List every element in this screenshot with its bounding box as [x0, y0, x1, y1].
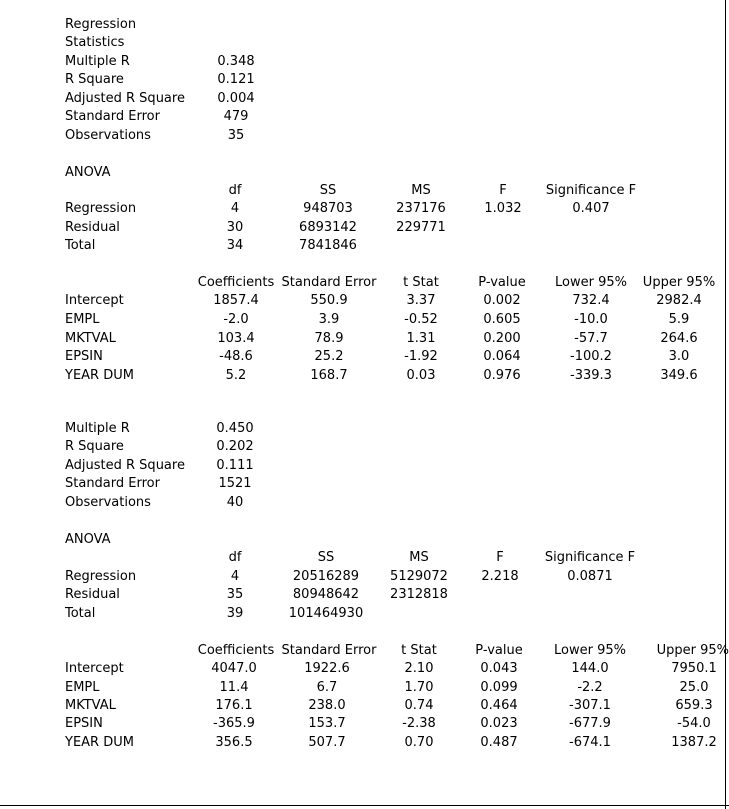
anova-cell: 229771	[396, 220, 446, 235]
coef-cell: 0.487	[480, 735, 518, 750]
coef-cell: 238.0	[308, 698, 346, 713]
coef-cell: 0.976	[483, 368, 521, 383]
coef-cell: 0.099	[480, 680, 518, 695]
coef-cell: 1.70	[404, 680, 434, 695]
coef-cell: 103.4	[217, 331, 255, 346]
coef-header: P-value	[478, 275, 526, 290]
coef-cell: 3.9	[318, 312, 340, 327]
coef-cell: 0.023	[480, 716, 518, 731]
coef-cell: 78.9	[314, 331, 344, 346]
stat-value: 1521	[218, 476, 252, 491]
coef-cell: 1857.4	[213, 293, 259, 308]
coef-cell: 356.5	[215, 735, 253, 750]
anova-cell: 30	[226, 220, 244, 235]
anova-cell: 39	[226, 606, 244, 621]
coef-cell: 11.4	[219, 680, 249, 695]
anova-cell: 0.0871	[567, 569, 613, 584]
anova-row-label: Total	[65, 606, 96, 621]
coef-row-label: Intercept	[65, 661, 124, 676]
coef-cell: 2.10	[404, 661, 434, 676]
anova-cell: 1.032	[484, 201, 522, 216]
anova-header: SS	[317, 550, 335, 565]
stat-value: 479	[223, 109, 249, 124]
anova-row-label: Residual	[65, 587, 120, 602]
anova-header: df	[228, 550, 242, 565]
stat-value: 0.348	[217, 54, 255, 69]
coef-cell: 0.043	[480, 661, 518, 676]
anova-header: SS	[319, 183, 337, 198]
anova-header: F	[496, 550, 504, 565]
stat-value: 0.202	[216, 439, 254, 454]
coef-cell: 168.7	[310, 368, 348, 383]
anova-cell: 80948642	[292, 587, 360, 602]
coef-cell: 264.6	[660, 331, 698, 346]
coef-cell: 5.2	[225, 368, 247, 383]
anova-title: ANOVA	[65, 165, 111, 180]
coef-cell: -10.0	[574, 312, 608, 327]
bottom-edge-line	[0, 805, 729, 806]
coef-row-label: EPSIN	[65, 349, 103, 364]
coef-header: P-value	[475, 643, 523, 658]
coef-cell: -2.0	[223, 312, 249, 327]
anova-cell: 948703	[303, 201, 353, 216]
stat-label: Multiple R	[65, 54, 130, 69]
anova-header: Significance F	[545, 183, 637, 198]
coef-header: Standard Error	[281, 275, 377, 290]
coef-cell: 4047.0	[211, 661, 257, 676]
coef-header: t Stat	[403, 275, 439, 290]
coef-cell: 5.9	[668, 312, 690, 327]
anova-row-label: Regression	[65, 569, 137, 584]
anova-cell: 35	[226, 587, 244, 602]
coef-row-label: EMPL	[65, 312, 100, 327]
anova-header: df	[228, 183, 242, 198]
anova-cell: 101464930	[288, 606, 364, 621]
stat-value: 0.004	[217, 91, 255, 106]
anova-title: ANOVA	[65, 532, 111, 547]
anova-header: F	[499, 183, 507, 198]
anova-row-label: Residual	[65, 220, 120, 235]
stat-value: 0.121	[217, 72, 255, 87]
coef-cell: 732.4	[572, 293, 610, 308]
anova-cell: 4	[230, 569, 240, 584]
stat-label: Standard Error	[65, 476, 160, 491]
coef-cell: -57.7	[574, 331, 608, 346]
stat-value: 0.111	[216, 458, 254, 473]
coef-header: Lower 95%	[555, 275, 627, 290]
coef-cell: 0.605	[483, 312, 521, 327]
coef-cell: 0.70	[404, 735, 434, 750]
coef-cell: 25.2	[314, 349, 344, 364]
coef-row-label: Intercept	[65, 293, 124, 308]
coef-cell: -2.38	[402, 716, 436, 731]
coef-header: Upper 95%	[656, 643, 729, 658]
coef-cell: -1.92	[404, 349, 438, 364]
stat-label: Multiple R	[65, 421, 130, 436]
anova-cell: 0.407	[572, 201, 610, 216]
stat-label: R Square	[65, 72, 124, 87]
stats-heading-line-2: Statistics	[65, 35, 125, 50]
coef-cell: 176.1	[215, 698, 253, 713]
coef-cell: 507.7	[308, 735, 346, 750]
coef-cell: -100.2	[570, 349, 612, 364]
coef-cell: 0.200	[483, 331, 521, 346]
anova-cell: 34	[226, 238, 244, 253]
coef-cell: 349.6	[660, 368, 698, 383]
stat-value: 35	[227, 128, 245, 143]
coef-cell: 0.002	[483, 293, 521, 308]
stat-label: R Square	[65, 439, 124, 454]
stat-label: Adjusted R Square	[65, 91, 185, 106]
coef-cell: 659.3	[675, 698, 713, 713]
coef-row-label: EPSIN	[65, 716, 103, 731]
coef-header: Upper 95%	[642, 275, 716, 290]
coef-cell: 7950.1	[671, 661, 717, 676]
anova-header: MS	[409, 550, 429, 565]
coef-row-label: EMPL	[65, 680, 100, 695]
anova-header: Significance F	[544, 550, 636, 565]
coef-cell: 0.03	[406, 368, 436, 383]
coef-row-label: YEAR DUM	[65, 368, 134, 383]
anova-cell: 5129072	[390, 569, 448, 584]
coef-cell: 3.0	[668, 349, 690, 364]
stat-label: Standard Error	[65, 109, 160, 124]
stat-value: 0.450	[216, 421, 254, 436]
coef-row-label: MKTVAL	[65, 698, 116, 713]
coef-cell: -307.1	[569, 698, 611, 713]
coef-cell: 6.7	[316, 680, 338, 695]
coef-cell: -677.9	[569, 716, 611, 731]
coef-cell: -2.2	[577, 680, 603, 695]
stat-label: Observations	[65, 128, 151, 143]
anova-cell: 4	[230, 201, 240, 216]
stat-label: Adjusted R Square	[65, 458, 185, 473]
coef-header: Coefficients	[197, 643, 275, 658]
coef-header: Lower 95%	[554, 643, 626, 658]
coef-row-label: YEAR DUM	[65, 735, 134, 750]
anova-cell: 7841846	[299, 238, 357, 253]
coef-cell: 550.9	[310, 293, 348, 308]
coef-cell: 1387.2	[671, 735, 717, 750]
coef-row-label: MKTVAL	[65, 331, 116, 346]
coef-cell: 0.064	[483, 349, 521, 364]
anova-cell: 2312818	[390, 587, 448, 602]
coef-header: t Stat	[401, 643, 437, 658]
coef-cell: 0.74	[404, 698, 434, 713]
stats-heading-line-1: Regression	[65, 17, 137, 32]
anova-cell: 2.218	[481, 569, 519, 584]
stat-label: Observations	[65, 495, 151, 510]
anova-row-label: Regression	[65, 201, 137, 216]
stat-value: 40	[226, 495, 244, 510]
coef-cell: 0.464	[480, 698, 518, 713]
coef-cell: 153.7	[308, 716, 346, 731]
coef-cell: 3.37	[406, 293, 436, 308]
coef-cell: -365.9	[213, 716, 255, 731]
coef-cell: -54.0	[677, 716, 711, 731]
coef-header: Standard Error	[281, 643, 377, 658]
anova-cell: 237176	[396, 201, 446, 216]
coef-cell: 144.0	[571, 661, 609, 676]
anova-header: MS	[411, 183, 431, 198]
anova-cell: 20516289	[292, 569, 360, 584]
anova-cell: 6893142	[299, 220, 357, 235]
coef-cell: 1922.6	[304, 661, 350, 676]
anova-row-label: Total	[65, 238, 96, 253]
coef-cell: 2982.4	[656, 293, 702, 308]
coef-cell: 25.0	[679, 680, 709, 695]
coef-cell: -48.6	[219, 349, 253, 364]
coef-cell: -0.52	[404, 312, 438, 327]
coef-cell: -674.1	[569, 735, 611, 750]
right-edge-line	[725, 0, 726, 809]
coef-header: Coefficients	[197, 275, 275, 290]
coef-cell: 1.31	[406, 331, 436, 346]
coef-cell: -339.3	[570, 368, 612, 383]
